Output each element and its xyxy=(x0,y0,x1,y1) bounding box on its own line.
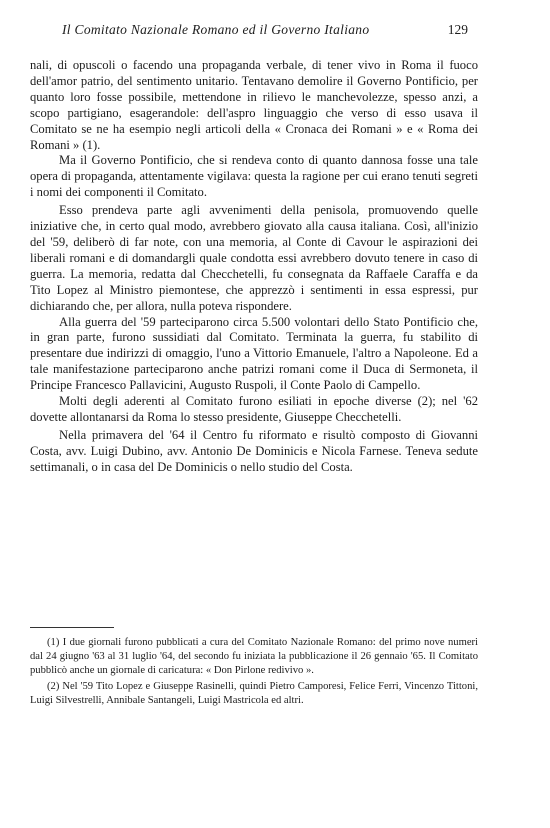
running-title: Il Comitato Nazionale Romano ed il Governo Italiano xyxy=(62,22,370,37)
paragraph: Molti degli aderenti al Comitato furono esiliati in epoche diverse (2); nel '62 dovette allontanarsi da Roma lo stesso presidente, Giuseppe Checchetelli. xyxy=(30,394,478,424)
footnotes xyxy=(30,636,478,708)
paragraph: Esso prendeva parte agli avvenimenti della penisola, promuovendo quelle iniziative che, in certo qual modo, avrebbero giovato alla causa italiana. Così, all'inizio del '59, deliberò di far note, con una memoria, al Conte di Cavour le aspirazioni dei liberali romani e di domandargli quale condotta essi avrebbero dovuto tenere in caso di guerra. La memoria, redatta dal Checchetelli, fu consegnata da Raffaele Caraffa e da Tito Lopez al Ministro piemontese, che apprezzò i sentimenti in essa espressi, pur dichiarando che, per allora, nulla poteva rispondere. xyxy=(30,203,478,313)
page-number: 129 xyxy=(447,22,468,37)
paragraph: Ma il Governo Pontificio, che si rendeva conto di quanto dannosa fosse una tale opera di propaganda, attentamente vigilava: questa la ragione per cui erano tenuti segreti i nomi dei componenti il Comitato. xyxy=(30,153,478,200)
footnote-divider xyxy=(30,627,114,628)
main-text xyxy=(30,58,478,476)
paragraph: Alla guerra del '59 parteciparono circa 5.500 volontari dello Stato Pontificio che, in gran parte, furono sussidiati dal Comitato. Terminata la guerra, fu stabilito di presentare due indirizzi di omaggio, l'uno a Vittorio Emanuele, l'altro a Napoleone. Ed a tale manifestazione parteciparono anche patrizi romani come il Duca di Sermoneta, il Principe Francesco Pallavicini, Augusto Ruspoli, il Conte Paolo di Campello. xyxy=(30,314,478,393)
paragraph-continued: nali, di opuscoli o facendo una propaganda verbale, di tener vivo in Roma il fuoco dell'amor patrio, del sentimento unitario. Tentavano demolire il Governo Pontificio, per quanto loro fosse possibile, mettendone in rilievo le manchevolezze, spesso anzi, a scopo partigiano, esagerandole: dell'aspro linguaggio che verso di esso usava il Comitato se ne ha esempio negli articoli della « Cronaca dei Romani » e « Roma dei Romani » (1). xyxy=(30,58,478,152)
paragraph: Nella primavera del '64 il Centro fu riformato e risultò composto di Giovanni Costa, avv. Luigi Dubino, avv. Antonio De Dominicis e Nicola Farnese. Teneva sedute settimanali, o in casa del De Dominicis o nello studio del Costa. xyxy=(30,427,478,474)
footnote: (2) Nel '59 Tito Lopez e Giuseppe Rasinelli, quindi Pietro Camporesi, Felice Ferri, Vincenzo Tittoni, Luigi Silvestrelli, Annibale Santangeli, Luigi Mastricola ed altri. xyxy=(30,680,478,706)
footnote: (1) I due giornali furono pubblicati a cura del Comitato Nazionale Romano: del primo nove numeri dal 24 giugno '63 al 31 luglio '64, del secondo fu iniziata la pubblicazione il 26 gennaio '65. Il Comitato pubblicò anche un giornale di caricatura: « Don Pirlone redivivo ». xyxy=(30,637,478,677)
